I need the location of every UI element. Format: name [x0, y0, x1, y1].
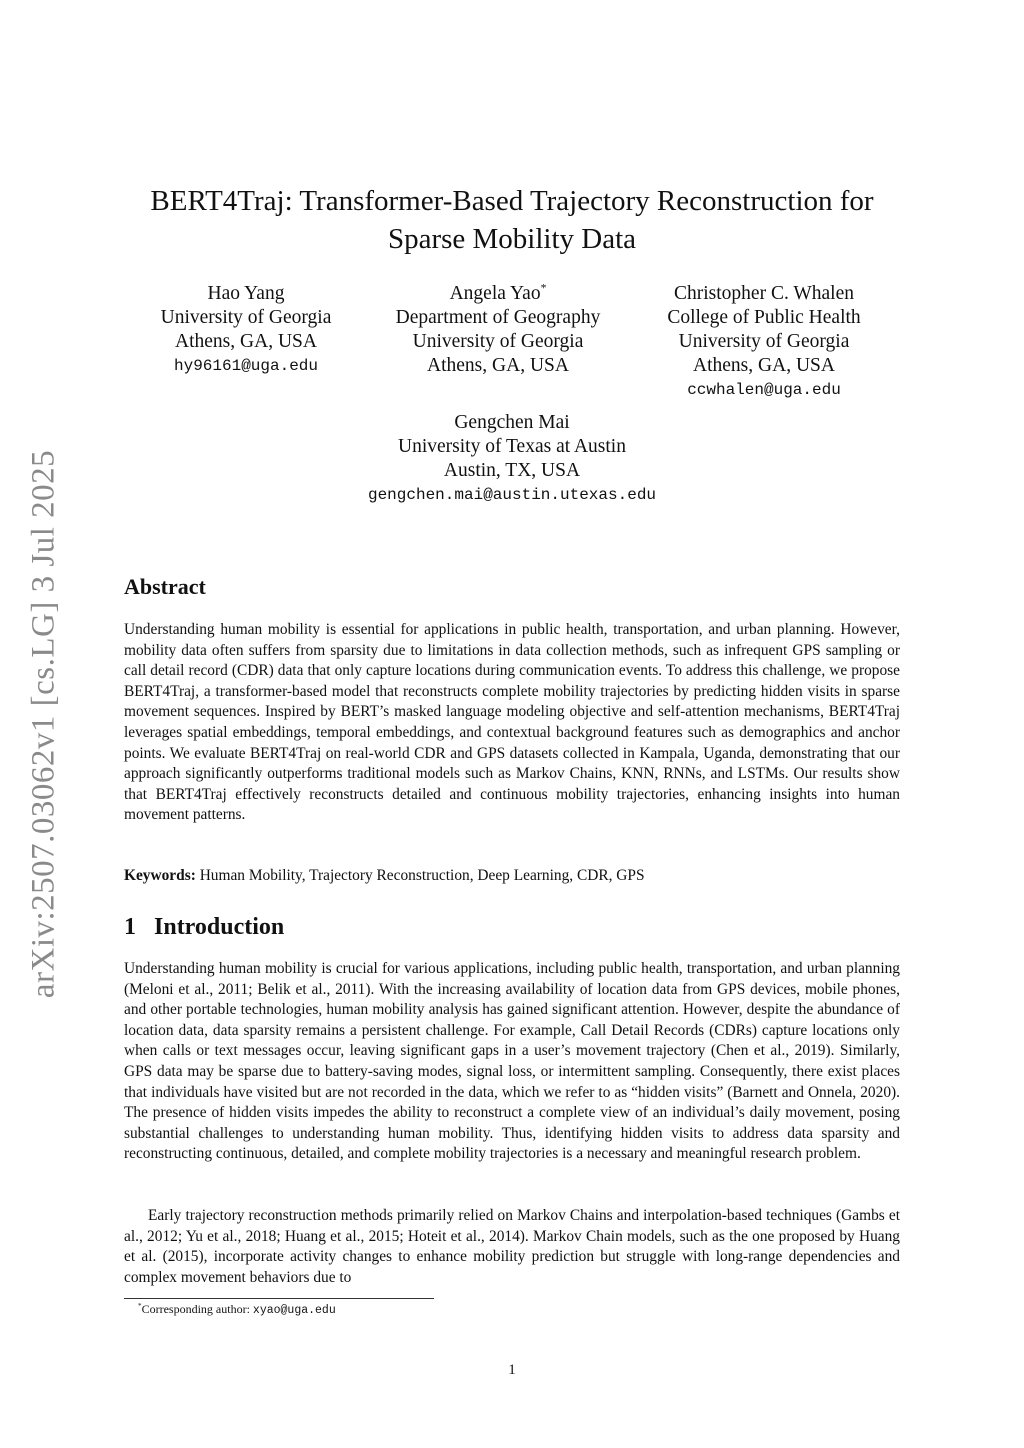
- author-location: Athens, GA, USA: [427, 355, 569, 376]
- corresponding-author-mark: *: [540, 281, 547, 295]
- author-name: Hao Yang: [207, 283, 285, 304]
- author-affiliation: University of Georgia: [412, 331, 584, 352]
- footnote-mark: *: [138, 1302, 142, 1310]
- author-affiliation: University of Georgia: [160, 307, 332, 328]
- keywords-list: Human Mobility, Trajectory Reconstruction, Deep Learning, CDR, GPS: [199, 867, 645, 884]
- author-affiliation: University of Texas at Austin: [398, 436, 626, 457]
- author-block: [144, 282, 348, 378]
- keywords-line: [124, 866, 900, 887]
- author-affiliation: University of Georgia: [678, 331, 850, 352]
- author-name-row: [378, 282, 618, 306]
- footnote-text: Corresponding author:: [141, 1302, 253, 1316]
- introduction-paragraph-2: Early trajectory reconstruction methods primarily relied on Markov Chains and interpolation-based techniques (Gambs et al., 2012; Yu et al., 2018; Huang et al., 2015; Hoteit et al., 2014). Markov Chain models, such as the one proposed by Huang et al. (2015), incorporate activity changes to enhance mobility prediction but struggle with long-range dependencies and complex movement behaviors due to: [124, 1207, 900, 1286]
- abstract-text: Understanding human mobility is essential for applications in public health, transportation, and urban planning. However, mobility data often suffers from sparsity due to limitations in data collection methods, such as infrequent GPS sampling or call detail record (CDR) data that only capture locations during communication events. To address this challenge, we propose BERT4Traj, a transformer-based model that reconstructs complete mobility trajectories by predicting hidden visits in sparse movement sequences. Inspired by BERT’s masked language modeling objective and self-attention mechanisms, BERT4Traj leverages spatial embeddings, temporal embeddings, and contextual background features such as demographics and anchor points. We evaluate BERT4Traj on real-world CDR and GPS datasets collected in Kampala, Uganda, demonstrating that our approach significantly outperforms traditional models such as Markov Chains, KNN, RNNs, and LSTMs. Our results show that BERT4Traj effectively reconstructs detailed and continuous mobility trajectories, enhancing insights into human movement patterns.: [124, 621, 900, 824]
- section-heading-introduction: [124, 914, 284, 941]
- footnote: [138, 1301, 336, 1319]
- footnote-email[interactable]: xyao@uga.edu: [252, 1304, 336, 1317]
- arxiv-identifier-stamp: arXiv:2507.03062v1 [cs.LG] 3 Jul 2025: [25, 449, 62, 999]
- author-block: [378, 282, 618, 378]
- author-email[interactable]: ccwhalen@uga.edu: [687, 381, 841, 399]
- footnote-divider: [124, 1298, 434, 1299]
- introduction-paragraph-1: Understanding human mobility is crucial for various applications, including public health, transportation, and urban planning (Meloni et al., 2011; Belik et al., 2011). With the increasing availability of location data from GPS devices, mobile phones, and other portable technologies, human mobility analysis has gained significant attention. However, despite the abundance of location data, data sparsity remains a persistent challenge. For example, Call Detail Records (CDRs) capture locations only when calls or text messages occur, leaving significant gaps in a user’s movement trajectory (Chen et al., 2019). Similarly, GPS data may be sparse due to battery-saving modes, signal loss, or intermittent sampling. Consequently, there exist places that individuals have visited but are not recorded in the data, which we refer to as “hidden visits” (Barnett and Onnela, 2020). The presence of hidden visits impedes the ability to reconstruct a complete view of an individual’s daily movement, posing substantial challenges to understanding human mobility. Thus, identifying hidden visits to address data sparsity and reconstructing continuous, detailed, and complete mobility trajectories is a necessary and meaningful research problem.: [124, 960, 900, 1163]
- author-department: Department of Geography: [395, 307, 601, 328]
- author-name: Christopher C. Whalen: [674, 283, 854, 304]
- section-number: 1: [124, 914, 136, 940]
- author-location: Athens, GA, USA: [693, 355, 835, 376]
- paper-title: BERT4Traj: Transformer-Based Trajectory Reconstruction for Sparse Mobility Data: [150, 185, 874, 255]
- keywords-label: Keywords:: [124, 867, 196, 884]
- author-name: Gengchen Mai: [454, 412, 570, 433]
- author-block: [312, 411, 712, 507]
- author-department: College of Public Health: [667, 307, 861, 328]
- author-location: Austin, TX, USA: [443, 460, 581, 481]
- author-email[interactable]: hy96161@uga.edu: [173, 357, 319, 375]
- author-email[interactable]: gengchen.mai@austin.utexas.edu: [367, 486, 657, 504]
- abstract-heading: Abstract: [124, 574, 206, 599]
- section-title: Introduction: [154, 914, 285, 940]
- author-name: Angela Yao: [449, 283, 541, 304]
- page-number: 1: [508, 1362, 516, 1378]
- author-location: Athens, GA, USA: [175, 331, 317, 352]
- author-block: [644, 282, 884, 402]
